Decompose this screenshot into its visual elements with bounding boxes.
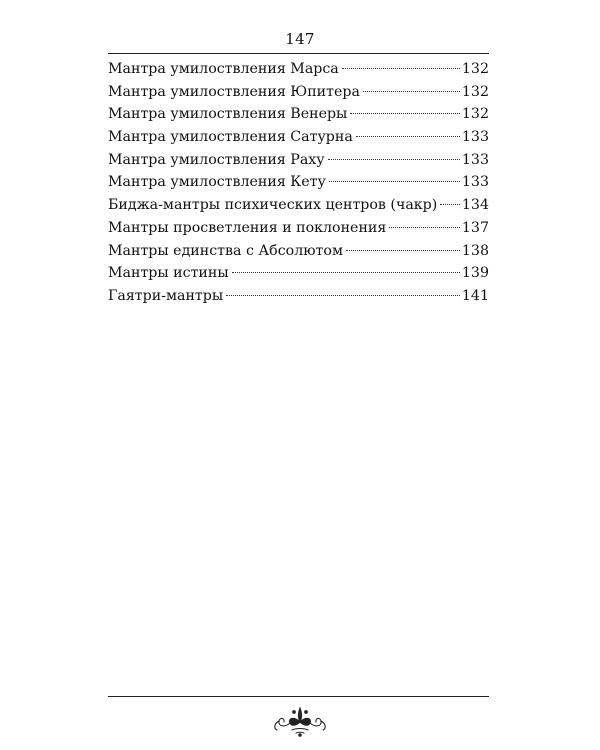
- toc-entry-title: Гаятри-мантры: [108, 287, 224, 304]
- page-number: 147: [285, 30, 315, 48]
- toc-entry-page: 132: [461, 106, 489, 123]
- toc-leader-dots: [328, 159, 460, 160]
- toc-entry[interactable]: [108, 84, 489, 107]
- toc-leader-dots: [329, 181, 460, 182]
- toc-entry-title: Биджа-мантры психических центров (чакр): [108, 197, 438, 214]
- toc-entry[interactable]: [108, 106, 489, 129]
- toc-entry[interactable]: [108, 265, 489, 288]
- toc-entry[interactable]: [108, 288, 489, 311]
- table-of-contents: [108, 61, 489, 311]
- toc-entry-page: 134: [461, 197, 489, 214]
- toc-entry[interactable]: [108, 174, 489, 197]
- toc-entry-title: Мантры просветления и поклонения: [108, 219, 387, 236]
- toc-entry-title: Мантра умилоствления Сатурна: [108, 129, 353, 146]
- toc-entry-title: Мантры единства с Абсолютом: [108, 242, 343, 259]
- footer-rule: [108, 696, 489, 697]
- toc-entry-page: 137: [461, 219, 489, 236]
- toc-entry-page: 132: [461, 61, 489, 77]
- toc-entry[interactable]: [108, 152, 489, 175]
- header-rule: [108, 53, 489, 54]
- toc-entry[interactable]: [108, 243, 489, 266]
- toc-entry-page: 141: [461, 287, 489, 304]
- toc-leader-dots: [342, 68, 460, 69]
- toc-entry[interactable]: [108, 220, 489, 243]
- toc-leader-dots: [232, 272, 460, 273]
- toc-entry[interactable]: [108, 129, 489, 152]
- toc-leader-dots: [356, 136, 460, 137]
- toc-entry-title: Мантра умилоствления Марса: [108, 61, 339, 77]
- toc-entry-title: Мантра умилоствления Раху: [108, 151, 325, 168]
- toc-entry[interactable]: [108, 61, 489, 84]
- toc-leader-dots: [350, 113, 460, 114]
- toc-entry[interactable]: [108, 197, 489, 220]
- toc-entry-page: 132: [461, 83, 489, 100]
- toc-entry-title: Мантра умилоствления Кету: [108, 174, 326, 191]
- toc-leader-dots: [226, 295, 460, 296]
- toc-entry-page: 133: [461, 151, 489, 168]
- toc-leader-dots: [363, 91, 460, 92]
- toc-entry-page: 139: [461, 265, 489, 282]
- toc-leader-dots: [346, 250, 460, 251]
- toc-entry-page: 133: [461, 174, 489, 191]
- toc-entry-title: Мантры истины: [108, 265, 229, 282]
- floral-vignette-icon: [270, 704, 330, 738]
- toc-leader-dots: [440, 204, 460, 205]
- toc-leader-dots: [389, 227, 460, 228]
- toc-entry-title: Мантра умилоствления Венеры: [108, 106, 348, 123]
- toc-entry-page: 138: [461, 242, 489, 259]
- toc-entry-page: 133: [461, 129, 489, 146]
- toc-entry-title: Мантра умилоствления Юпитера: [108, 83, 360, 100]
